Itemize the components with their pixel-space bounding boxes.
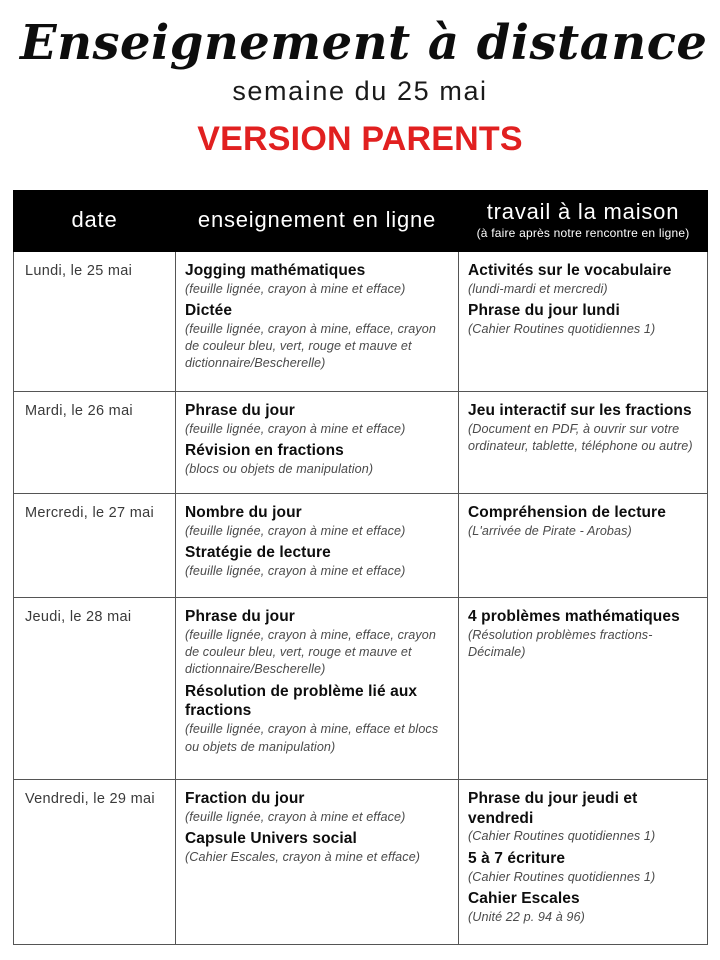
activity-note: (Cahier Routines quotidiennes 1) <box>468 869 656 884</box>
cell-online <box>176 391 459 493</box>
column-header-online <box>176 191 459 252</box>
activity-entry <box>185 401 450 438</box>
activity-note: (Cahier Routines quotidiennes 1) <box>468 321 656 336</box>
activity-title: Activités sur le vocabulaire <box>468 261 672 279</box>
cell-date: Mardi, le 26 mai <box>14 391 176 493</box>
activity-entry <box>185 441 450 478</box>
activity-note: (L'arrivée de Pirate - Arobas) <box>468 523 632 538</box>
table-row <box>14 597 708 779</box>
cell-online <box>176 779 459 944</box>
activity-note: (feuille lignée, crayon à mine et efface) <box>185 421 406 436</box>
activity-title: Phrase du jour jeudi et vendredi <box>468 789 638 827</box>
activity-entry <box>185 503 450 540</box>
activity-title: Résolution de problème lié aux fractions <box>185 682 418 720</box>
cell-home <box>459 597 708 779</box>
version-label: VERSION PARENTS <box>197 120 523 159</box>
page-title: Enseignement à distance <box>20 15 708 71</box>
page-subtitle: semaine du 25 mai <box>232 76 488 107</box>
activity-entry <box>468 849 699 886</box>
cell-home <box>459 779 708 944</box>
activity-title: Phrase du jour <box>185 607 295 625</box>
activity-note: (feuille lignée, crayon à mine et efface) <box>185 523 406 538</box>
column-header-date-label: date <box>71 207 118 233</box>
activity-title: Cahier Escales <box>468 889 580 907</box>
table-row <box>14 251 708 391</box>
activity-note: (feuille lignée, crayon à mine et efface) <box>185 563 406 578</box>
column-header-date <box>14 191 176 252</box>
activity-entry <box>468 301 699 338</box>
activity-note: (Unité 22 p. 94 à 96) <box>468 909 585 924</box>
column-header-online-label: enseignement en ligne <box>197 207 437 233</box>
activity-entry <box>185 607 450 679</box>
cell-date: Vendredi, le 29 mai <box>14 779 176 944</box>
activity-entry <box>468 261 699 298</box>
cell-date: Jeudi, le 28 mai <box>14 597 176 779</box>
table-row <box>14 493 708 597</box>
activity-title: Jeu interactif sur les fractions <box>468 401 692 419</box>
activity-title: Dictée <box>185 301 233 319</box>
activity-note: (blocs ou objets de manipulation) <box>185 461 374 476</box>
activity-note: (Cahier Escales, crayon à mine et efface) <box>185 849 421 864</box>
activity-note: (feuille lignée, crayon à mine, efface, crayon de couleur bleu, vert, rouge et mauve et dictionnaire/Bescherelle) <box>185 321 437 371</box>
activity-entry <box>185 261 450 298</box>
activity-title: 5 à 7 écriture <box>468 849 566 867</box>
table-header-row <box>14 191 708 252</box>
table-row <box>14 779 708 944</box>
column-header-home <box>459 191 708 252</box>
activity-title: 4 problèmes mathématiques <box>468 607 680 625</box>
activity-entry <box>185 829 450 866</box>
activity-title: Fraction du jour <box>185 789 305 807</box>
activity-note: (Document en PDF, à ouvrir sur votre ordinateur, tablette, téléphone ou autre) <box>468 421 693 453</box>
column-header-home-note: (à faire après notre rencontre en ligne) <box>476 226 690 241</box>
cell-home <box>459 251 708 391</box>
table-body <box>14 251 708 944</box>
document-header <box>0 0 720 159</box>
schedule-table-container <box>13 190 707 945</box>
activity-note: (lundi-mardi et mercredi) <box>468 281 608 296</box>
activity-title: Nombre du jour <box>185 503 302 521</box>
activity-entry <box>185 301 450 373</box>
cell-online <box>176 251 459 391</box>
activity-note: (feuille lignée, crayon à mine et efface) <box>185 809 406 824</box>
activity-note: (feuille lignée, crayon à mine, efface, crayon de couleur bleu, vert, rouge et mauve et dictionnaire/Bescherelle) <box>185 627 437 677</box>
table-row <box>14 391 708 493</box>
activity-title: Capsule Univers social <box>185 829 357 847</box>
schedule-table <box>13 190 708 945</box>
cell-online <box>176 597 459 779</box>
activity-title: Stratégie de lecture <box>185 543 331 561</box>
activity-entry <box>468 789 699 846</box>
activity-title: Révision en fractions <box>185 441 344 459</box>
table-head <box>14 191 708 252</box>
activity-title: Jogging mathématiques <box>185 261 366 279</box>
activity-note: (feuille lignée, crayon à mine et efface) <box>185 281 406 296</box>
activity-title: Phrase du jour <box>185 401 295 419</box>
cell-home <box>459 391 708 493</box>
activity-entry <box>468 889 699 926</box>
cell-date: Mercredi, le 27 mai <box>14 493 176 597</box>
cell-home <box>459 493 708 597</box>
cell-online <box>176 493 459 597</box>
cell-date: Lundi, le 25 mai <box>14 251 176 391</box>
activity-note: (feuille lignée, crayon à mine, efface et blocs ou objets de manipulation) <box>185 722 439 754</box>
activity-note: (Résolution problèmes fractions-Décimale) <box>468 627 653 659</box>
activity-entry <box>185 789 450 826</box>
activity-entry <box>185 682 450 756</box>
activity-title: Phrase du jour lundi <box>468 301 620 319</box>
activity-entry <box>468 401 699 456</box>
activity-entry <box>185 543 450 580</box>
column-header-home-label: travail à la maison <box>486 199 680 224</box>
activity-note: (Cahier Routines quotidiennes 1) <box>468 829 656 844</box>
activity-entry <box>468 503 699 540</box>
activity-entry <box>468 607 699 662</box>
activity-title: Compréhension de lecture <box>468 503 666 521</box>
